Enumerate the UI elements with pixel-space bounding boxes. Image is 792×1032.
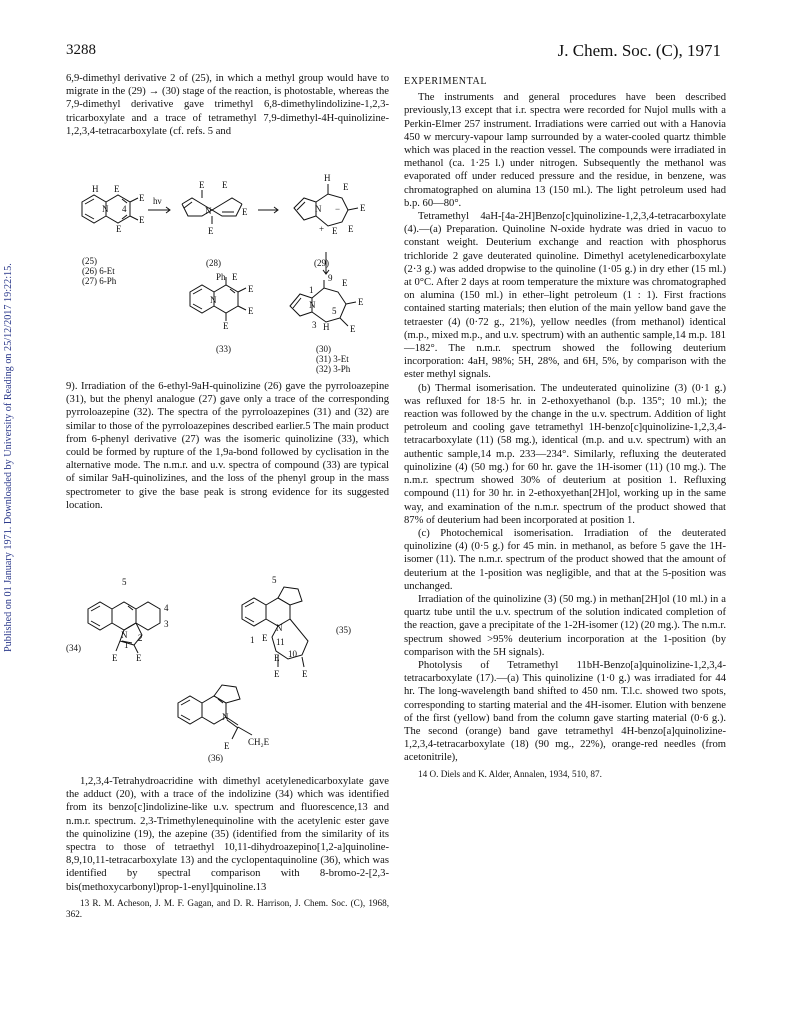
section-heading: EXPERIMENTAL xyxy=(404,76,488,87)
label-25-n: N xyxy=(102,204,109,214)
label-30-3: 3 xyxy=(312,320,317,330)
left-middle-paragraph xyxy=(66,380,389,512)
label-25-e-right1: E xyxy=(139,193,145,203)
structure-28-chain xyxy=(182,198,242,210)
download-notice xyxy=(3,232,17,652)
label-30-n: N xyxy=(309,300,316,310)
download-notice-text: Published on 01 January 1971. Downloaded by University of Reading on 25/12/2017 19:22:15. xyxy=(3,263,14,652)
label-28: (28) xyxy=(206,258,221,268)
label-33: (33) xyxy=(216,344,231,354)
paragraph-1: The instruments and general procedures have been described previously,13 except that i.r. spectra were recorded for Nujol mulls with a Perkin-Elmer 257 instrument. Irradiations were carried out with a Hanovia 450 w mercury-vapour lamp surrounded by a water-cooled quartz thimble which was placed in the reaction vessel. The compounds were irradiated in methanol (ca. 1·25 l.) under nitrogen. Subsequently the methanol was evaporated off under reduced pressure and the residue, in benzene, was chromatographed on alumina 13 (150 ml.). The light petroleum used had b.p. 60—80°. xyxy=(404,92,726,209)
left-top-paragraph xyxy=(66,72,389,138)
label-25-e-right2: E xyxy=(139,215,145,225)
label-36-e: E xyxy=(224,741,230,751)
label-25-h: H xyxy=(92,184,99,194)
label-33-e3: E xyxy=(248,306,254,316)
experimental-section xyxy=(404,75,726,780)
label-29: (29) xyxy=(314,258,329,268)
label-29-e3: E xyxy=(348,224,354,234)
left-top-text: 6,9-dimethyl derivative 2 of (25), in which a methyl group would have to migrate in the (29) → (30) stage of the reaction, is photostable, whereas the 7,9-dimethyl derivative gave trimethyl 6,8-dimethylindolizine-1,2,3-tricarboxylate and a trace of tetramethyl 7,9-dimethyl-4H-quinolizine-1,2,3,4-tetracarboxylate (cf. refs. 5 and xyxy=(66,73,389,137)
label-25: (25) xyxy=(82,256,97,266)
scheme-2 xyxy=(66,575,390,753)
label-35-11: 11 xyxy=(276,637,285,647)
label-29-n: N xyxy=(315,204,322,214)
paragraph-6: Photolysis of Tetramethyl 11bH-Benzo[a]quinolizine-1,2,3,4-tetracarboxylate (17).—(a) This quinolizine (1·0 g.) was irradiated for 44 hr. The long-wavelength band shifted to 450 nm. T.l.c. showed two spots, corresponding to starting material and the 4H-isomer. Elution with benzene of the first (yellow) band from the column gave starting material (0·6 g.). The second (orange) band gave tetramethyl 4H-benzo[a]quinolizine-1,2,3,4-tetracarboxylate (18) (90 mg., 22%), orange-red needles (from acetonitrile), xyxy=(404,659,726,764)
label-30-1: 1 xyxy=(309,285,314,295)
label-35-e3: E xyxy=(274,669,280,679)
label-30-5: 5 xyxy=(332,306,337,316)
label-26: (26) 6-Et xyxy=(82,266,115,276)
structure-36-five-ring xyxy=(214,685,240,703)
page-number: 3288 xyxy=(66,42,96,58)
label-25-4: 4 xyxy=(122,204,127,214)
label-31: (31) 3-Et xyxy=(316,354,349,364)
structure-34-middle-ring xyxy=(112,602,136,630)
label-33-n: N xyxy=(210,295,217,305)
label-36-ch2e: CH₂E xyxy=(248,737,270,747)
label-34-5: 5 xyxy=(122,577,127,587)
label-35-n: N xyxy=(276,623,283,633)
structure-34-right-ring xyxy=(136,602,160,630)
label-34-e1: E xyxy=(112,653,118,663)
label-29-e4: E xyxy=(332,226,338,236)
label-35-e4: E xyxy=(302,669,308,679)
label-28-e4: E xyxy=(208,226,214,236)
label-32: (32) 3-Ph xyxy=(316,364,351,374)
label-30-9: 9 xyxy=(328,273,333,283)
label-35: (35) xyxy=(336,625,351,635)
label-30-e3: E xyxy=(350,324,356,334)
structure-35-middle-ring xyxy=(266,598,290,626)
left-middle-text: 9). Irradiation of the 6-ethyl-9aH-quinolizine (26) gave the pyrroloazepine (31), but the phenyl analogue (27) gave only a trace of the corresponding pyrroloazepine (32). The spectra of the pyrroloazepines (31) and (32) are similar to those of the pyrroloazepines described earlier.5 The main product from 6-phenyl derivative (27) was the isomeric quinolizine (33), which could be formed by rupture of the 1,9a-bond followed by cyclisation in the alternative mode. The n.m.r. and u.v. spectra of compound (33) are typical of similar 9aH-quinolizines, and the loss of the phenyl group in the mass spectrometer to give the base peak is strong evidence for its suggested location. xyxy=(66,381,389,511)
paragraph-3: (b) Thermal isomerisation. The undeuterated quinolizine (3) (0·1 g.) was refluxed for 18·5 hr. in 2-ethoxyethanol (b.p. 135°; 10 ml.); the reaction was followed by the change in the u.v. spectrum. Addition of light petroleum and cooling gave tetramethyl 1H-benzo[c]quinolizine-1,2,3,4-tetracarboxylate (11) (58 mg.), identical (m.p. and u.v. spectrum) with an authentic sample,14 m.p. 233—234°. Similarly, refluxing the deuterated quinolizine (4) (50 mg.) for 60 hr. gave the 1H-isomer (11) (10 mg.). The n.m.r. spectrum showed 30% of deuterium at position 1. Refluxing compound (11) for 30 hr. in 2-ethoxyethan[2H]ol, working up in the same way, and examination of the n.m.r. spectrum of the product showed that 87% of deuterium had been incorporated at position 1. xyxy=(404,382,726,526)
label-34-2: 2 xyxy=(138,633,143,643)
label-25-e-top: E xyxy=(114,184,120,194)
left-bottom-paragraph xyxy=(66,775,389,921)
label-34-1: 1 xyxy=(124,640,129,650)
left-bottom-text: 1,2,3,4-Tetrahydroacridine with dimethyl acetylenedicarboxylate gave the adduct (20), with a trace of the indolizine (34) which was identified from its benzo[c]indolizine-like u.v. spectrum and fluorescence,13 and n.m.r. spectrum. 2,3-Trimethylenequinoline with the acetylenic ester gave the quinolizine (19), the azepine (35) (identified from the similarity of its spectra to those of tetraethyl 10,11-dihydroazepino[1,2-a]quinoline-8,9,10,11-tetracarboxylate 13) and the cyclopentaquinoline (36), which was identified by spectral comparison with 8-bromo-2-[2,3-bis(methoxycarbonyl)prop-1-enyl]quinoline.13 xyxy=(66,776,389,893)
label-hv: hν xyxy=(153,196,162,206)
structure-33-right-ring xyxy=(214,285,238,313)
label-29-h: H xyxy=(324,173,331,183)
paragraph-4: (c) Photochemical isomerisation. Irradiation of the deuterated quinolizine (4) (0·5 g.) for 45 min. in methanol, as before 5 gave the 1H-isomer (11). The n.m.r. spectrum of the product showed that the amount of deuterium at the 1-position was negligible, and that at the 5-position was unchanged. xyxy=(404,527,726,592)
label-35-10: 10 xyxy=(288,649,297,659)
footnote-13: 13 R. M. Acheson, J. M. F. Gagan, and D. R. Harrison, J. Chem. Soc. (C), 1968, 362. xyxy=(66,897,389,920)
label-25-e-bottom: E xyxy=(116,224,122,234)
label-28-e2: E xyxy=(222,180,228,190)
label-29-e1: E xyxy=(343,182,349,192)
label-33-e4: E xyxy=(223,321,229,331)
label-30-h: H xyxy=(323,322,330,332)
label-30: (30) xyxy=(316,344,331,354)
label-34-4: 4 xyxy=(164,603,169,613)
label-35-5: 5 xyxy=(272,575,277,585)
label-33-e2: E xyxy=(248,284,254,294)
label-28-e1: E xyxy=(199,180,205,190)
label-29-e2: E xyxy=(360,203,366,213)
label-30-e1: E xyxy=(342,278,348,288)
label-35-1: 1 xyxy=(250,635,255,645)
label-28-n: N xyxy=(205,206,212,216)
label-36-wrap xyxy=(66,752,389,765)
label-35-e2: E xyxy=(274,653,280,663)
label-33-e1: E xyxy=(232,272,238,282)
label-33-ph: Ph xyxy=(216,272,226,282)
label-29-minus: − xyxy=(335,204,341,214)
label-27: (27) 6-Ph xyxy=(82,276,117,286)
structure-30-seven-ring xyxy=(312,288,346,322)
label-34-e2: E xyxy=(136,653,142,663)
journal-title: J. Chem. Soc. (C), 1971 xyxy=(557,41,721,60)
label-30-e2: E xyxy=(358,297,364,307)
structure-35-five-ring xyxy=(278,587,302,605)
label-34-3: 3 xyxy=(164,619,169,629)
label-29-plus: + xyxy=(319,224,325,234)
paragraph-2: Tetramethyl 4aH-[4a-2H]Benzo[c]quinolizine-1,2,3,4-tetracarboxylate (4).—(a) Preparation. Quinoline N-oxide hydrate was dried in vacuo to constant weight. Deuterium exchange and reaction with phosphorus trichloride 2 gave deuterated quinoline. Dimethyl acetylenedicarboxylate (2·3 g.) was added dropwise to the quinoline (1·05 g.) in dry ether (15 ml.) at 0°C. After 2 days at room temperature the mixture was chromatographed on alumina (150 ml.) in ether–light petroleum (1 : 1). First fractions contained starting materials; then elution of the main yellow band gave the tetraester (4) (0·72 g., 21%), yellow needles (from methanol) identical (m.p., mixed m.p., and u.v. spectrum) with an authentic sample,14 m.p. 181—182°. The n.m.r. spectrum showed the following deuterium incorporation: 4aH, 98%; 5H, 28%, and 6H, 5%, by comparison with the ester methyl signals. xyxy=(404,211,726,381)
label-34: (34) xyxy=(66,643,81,653)
label-36: (36) xyxy=(208,753,223,763)
label-28-e3: E xyxy=(242,207,248,217)
scheme-1 xyxy=(66,168,390,376)
paragraph-5: Irradiation of the quinolizine (3) (50 mg.) in methan[2H]ol (10 ml.) in a quartz tube until the u.v. spectrum of the solution indicated completion of the reaction, gave a precipitate of the 1-2H-isomer (12) (20 mg.). The n.m.r. spectrum showed >95% deuterium incorporation at the 1-position (by comparison with the 5H signals). xyxy=(404,593,726,658)
label-36-n: N xyxy=(222,712,229,722)
label-35-e1: E xyxy=(262,633,268,643)
label-34-n: N xyxy=(121,630,128,640)
footnote-14: 14 O. Diels and K. Alder, Annalen, 1934, 510, 87. xyxy=(418,768,602,779)
